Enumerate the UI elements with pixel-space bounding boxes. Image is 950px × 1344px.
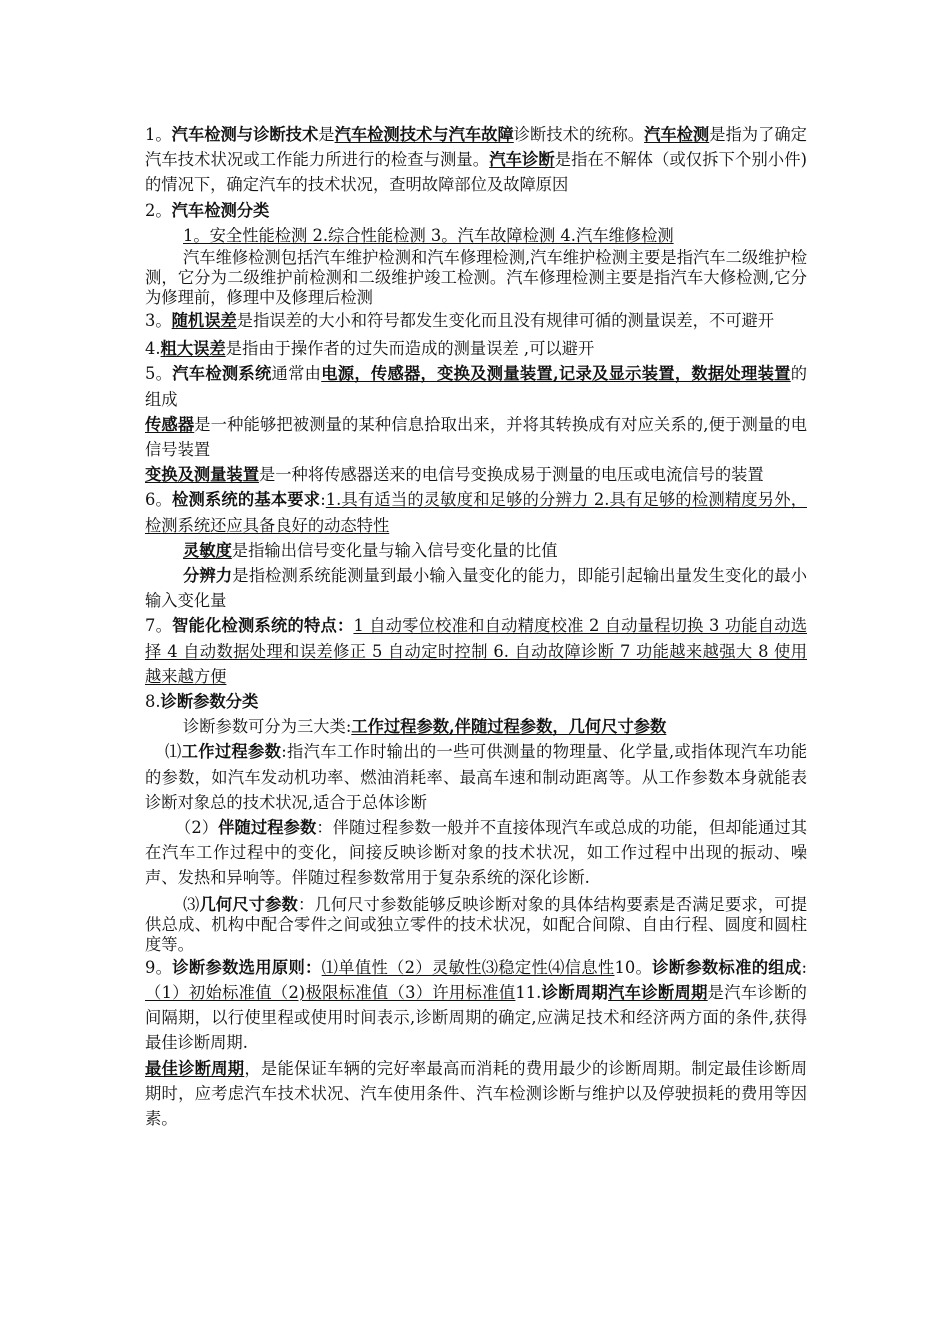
section-number: 3。 bbox=[145, 311, 172, 331]
text-run: 是一种将传感器送来的电信号变换成易于测量的电压或电流信号的装置 bbox=[258, 465, 764, 485]
section-2-heading bbox=[145, 198, 807, 223]
three-parameter-types: 工作过程参数,伴随过程参数，几何尺寸参数 bbox=[351, 717, 667, 737]
text-run: 是汽车诊断的间隔期，以行使里程或使用时间表示,诊断周期的确定,应满足技术和经济两方面的条件,获得最佳诊断周期. bbox=[145, 982, 807, 1053]
selection-principles-list: ⑴单值性（2）灵敏性⑶稳定性⑷信息性 bbox=[321, 957, 615, 977]
section-number: 7。 bbox=[145, 616, 173, 636]
term-diagnosis-cycle: 汽车诊断周期 bbox=[608, 982, 708, 1002]
text-run: ：几何尺寸参数能够反映诊断对象的具体结构要素是否满足要求，可提供总成、机构中配合零件之间或独立零件的技术状况，如配合间隙、自由行程、圆度和圆柱度等。 bbox=[145, 894, 807, 954]
accompanying-process-parameter bbox=[145, 815, 807, 891]
section-title: 检测系统的基本要求 bbox=[172, 490, 321, 510]
term-accompanying-param: 伴随过程参数 bbox=[218, 818, 317, 838]
text-run: 诊断参数可分为三大类: bbox=[183, 717, 352, 737]
term-geometric-param: 几何尺寸参数 bbox=[199, 894, 298, 914]
term-vehicle-diagnosis: 汽车诊断 bbox=[489, 150, 555, 170]
resolution-definition bbox=[145, 563, 807, 613]
section-7-paragraph bbox=[145, 613, 807, 689]
text-run: 的组成 bbox=[145, 364, 808, 409]
optimal-cycle-definition bbox=[145, 1056, 807, 1132]
text-run: ：伴随过程参数一般并不直接体现汽车或总成的功能，但却能通过其在汽车工作过程中的变化，间接反映诊断对象的技术状况，如工作过程中出现的振动、噪声、发热和异响等。伴随过程参数常用于复杂系统的深化诊断. bbox=[145, 818, 807, 888]
section-number: 4. bbox=[145, 339, 161, 359]
geometric-size-parameter bbox=[145, 895, 807, 955]
document-body bbox=[145, 122, 807, 1131]
text-run: 汽车维修检测包括汽车维护检测和汽车修理检测,汽车维护检测主要是指汽车二级维护检测，它分为二级维护前检测和二级维护竣工检测。汽车修理检测主要是指汽车大修检测,它分为修理前，修理中及修理后检测 bbox=[145, 248, 807, 308]
system-components: 电源，传感器，变换及测量装置,记录及显示装置，数据处理装置 bbox=[321, 364, 791, 384]
requirements-list: 1.具有适当的灵敏度和足够的分辨力 2.具有足够的检测精度另外，检测系统还应具备良好的动态特性 bbox=[145, 490, 807, 535]
detection-category-list bbox=[145, 223, 807, 248]
category-list-text: 1。安全性能检测 2.综合性能检测 3。汽车故障检测 4.汽车维修检测 bbox=[183, 225, 674, 245]
converter-definition bbox=[145, 462, 807, 487]
section-number: 2。 bbox=[145, 200, 172, 220]
standard-values-list: （1）初始标准值（2)极限标准值（3）许用标准值 bbox=[145, 982, 516, 1002]
sensor-definition bbox=[145, 412, 807, 462]
term-detection-fault-tech: 汽车检测技术与汽车故障 bbox=[334, 125, 514, 144]
text-run: 是指误差的大小和符号都发生变化而且没有规律可循的测量误差，不可避开 bbox=[236, 311, 775, 331]
section-title: 诊断参数分类 bbox=[160, 692, 259, 712]
text-run: 是指检测系统能测量到最小输入量变化的能力，即能引起输出量发生变化的最小输入变化量 bbox=[145, 566, 807, 611]
section-4-paragraph bbox=[145, 336, 807, 361]
term-sensitivity: 灵敏度 bbox=[183, 540, 232, 560]
section-number: 5。 bbox=[145, 364, 173, 384]
text-run: ⑴ bbox=[165, 742, 182, 762]
section-number: 9。 bbox=[145, 957, 173, 977]
text-run: 是指输出信号变化量与输入信号变化量的比值 bbox=[231, 540, 558, 560]
term-optimal-cycle: 最佳诊断周期 bbox=[145, 1058, 245, 1078]
section-6-paragraph bbox=[145, 487, 807, 537]
section-number: 6。 bbox=[145, 490, 173, 510]
text-run: :指汽车工作时输出的一些可供测量的物理量、化学量,或指体现汽车功能的参数，如汽车发动机功率、燃油消耗率、最高车速和制动距离等。从工作参数本身就能表诊断对象总的技术状况,适合于总体诊断 bbox=[145, 742, 807, 812]
text-run: 是 bbox=[318, 125, 335, 144]
text-run: ⑶ bbox=[183, 894, 200, 914]
work-process-parameter bbox=[145, 739, 807, 815]
text-run: 通常由 bbox=[271, 364, 322, 384]
text-run: : bbox=[801, 957, 807, 977]
section-number: 10。 bbox=[614, 957, 653, 977]
section-1-paragraph bbox=[145, 122, 807, 198]
section-title: 诊断周期 bbox=[541, 982, 609, 1002]
term-sensor: 传感器 bbox=[145, 414, 195, 434]
term-work-process-param: 工作过程参数 bbox=[181, 742, 282, 762]
section-number: 1。 bbox=[145, 125, 172, 144]
term-random-error: 随机误差 bbox=[171, 311, 237, 331]
section-number: 8. bbox=[145, 692, 161, 712]
section-title: 智能化检测系统的特点： bbox=[172, 616, 354, 636]
term-gross-error: 粗大误差 bbox=[160, 339, 226, 359]
term-vehicle-detection: 汽车检测 bbox=[644, 125, 710, 144]
section-5-paragraph bbox=[145, 361, 807, 411]
section-title: 诊断参数选用原则： bbox=[172, 957, 322, 977]
term-resolution: 分辨力 bbox=[183, 566, 233, 586]
text-run: 是一种能够把被测量的某种信息拾取出来，并将其转换成有对应关系的,便于测量的电信号装置 bbox=[145, 414, 807, 460]
text-run: : bbox=[320, 490, 326, 510]
term-converter: 变换及测量装置 bbox=[145, 465, 259, 485]
section-9-10-11-paragraph bbox=[145, 955, 807, 1056]
text-run: 是指在不解体（或仅拆下个别小件)的情况下，确定汽车的技术状况，查明故障部位及故障原因 bbox=[145, 150, 807, 195]
section-3-paragraph bbox=[145, 308, 807, 333]
text-run: 是指为了确定汽车技术状况或工作能力所进行的检查与测量。 bbox=[145, 125, 807, 170]
text-run: ，是能保证车辆的完好率最高而消耗的费用最少的诊断周期。制定最佳诊断周期时，应考虑汽车技术状况、汽车使用条件、汽车检测诊断与维护以及停驶损耗的费用等因素。 bbox=[145, 1058, 807, 1128]
parameter-intro bbox=[145, 714, 807, 739]
term-detection-diagnosis-tech: 汽车检测与诊断技术 bbox=[171, 125, 319, 144]
text-run: （2） bbox=[175, 818, 219, 838]
section-title: 汽车检测分类 bbox=[171, 200, 270, 220]
section-number: 11. bbox=[515, 982, 542, 1002]
sensitivity-definition bbox=[145, 538, 807, 563]
text-run: 诊断技术的统称。 bbox=[513, 125, 645, 144]
maintenance-detection-desc bbox=[145, 248, 807, 308]
features-list: 1 自动零位校准和自动精度校准 2 自动量程切换 3 功能自动选择 4 自动数据处理和误差修正 5 自动定时控制 6. 自动故障诊断 7 功能越来越强大 8 使用越来越方便 bbox=[145, 616, 807, 686]
section-title: 诊断参数标准的组成 bbox=[652, 957, 802, 977]
text-run: 是指由于操作者的过失而造成的测量误差 ,可以避开 bbox=[225, 339, 595, 359]
section-8-heading bbox=[145, 689, 807, 714]
term-detection-system: 汽车检测系统 bbox=[172, 364, 272, 384]
